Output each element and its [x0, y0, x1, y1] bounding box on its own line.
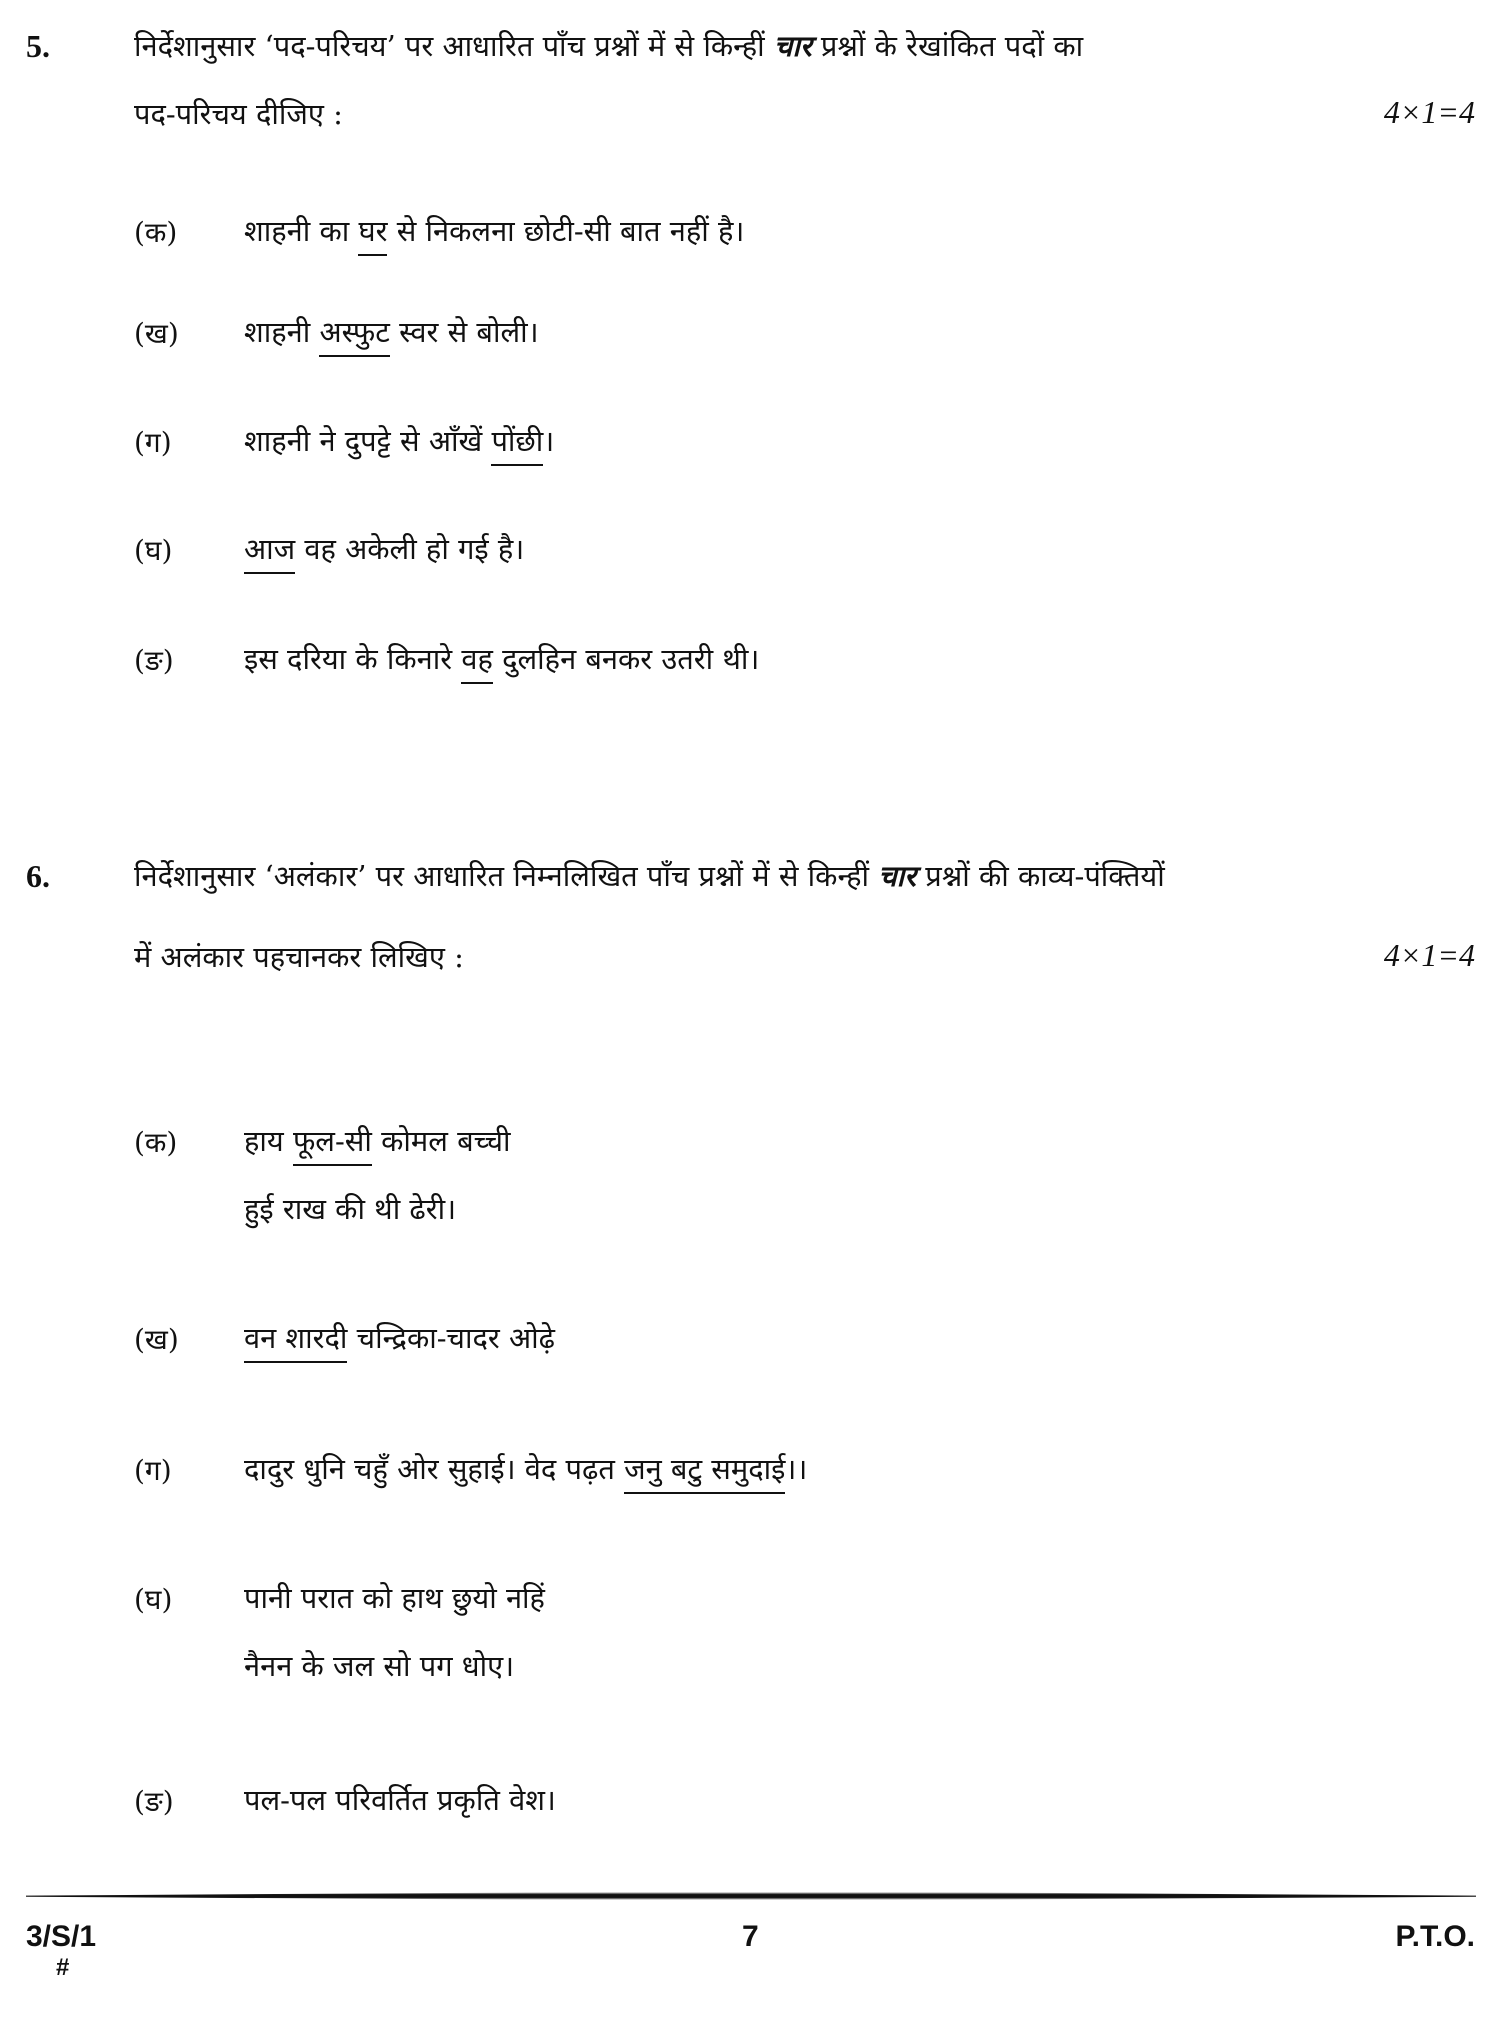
item-text-line [244, 1189, 456, 1228]
text-segment: निर्देशानुसार ‘पद-परिचय’ पर आधारित पाँच प्रश्नों में से किन्हीं [134, 29, 774, 63]
item-label: (ङ) [134, 1785, 174, 1818]
question-number: 6. [26, 858, 50, 894]
marks: 4×1=4 [1383, 937, 1475, 973]
underlined-word: फूल-सी [293, 1124, 372, 1166]
text-segment: चन्द्रिका-चादर ओढ़े [347, 1321, 555, 1355]
underlined-word: पोंछी [491, 424, 543, 466]
item-label: (ग) [134, 426, 172, 459]
text-segment: शाहनी [244, 315, 320, 349]
item-text-line [244, 1449, 807, 1488]
text-segment: ।। [785, 1452, 808, 1486]
item-label: (ख) [134, 1323, 179, 1356]
text-segment: पानी परात को हाथ छुयो नहिं [244, 1581, 545, 1615]
pto-label: P.T.O. [1395, 1920, 1475, 1953]
text-segment: इस दरिया के किनारे [244, 642, 462, 676]
question-text-line1 [134, 26, 1083, 65]
item-text-line [244, 421, 554, 460]
page-number: 7 [742, 1920, 759, 1953]
text-segment: कोमल बच्ची [371, 1124, 511, 1158]
text-segment: वह अकेली हो गई है। [295, 532, 525, 566]
paper-code: 3/S/1 [26, 1920, 97, 1953]
emphasis-word: चार [878, 859, 917, 893]
item-label: (ख) [134, 317, 179, 350]
underlined-word: जनु बटु समुदाई [624, 1452, 785, 1494]
text-segment: स्वर से बोली। [389, 315, 539, 349]
underlined-word: घर [358, 214, 387, 256]
question-number: 5. [26, 28, 50, 64]
text-segment: नैनन के जल सो पग धोए। [244, 1649, 515, 1683]
question-text-line2: पद-परिचय दीजिए : [134, 97, 343, 131]
item-text-line [244, 1318, 555, 1357]
text-segment: शाहनी ने दुपट्टे से आँखें [244, 424, 492, 458]
underlined-word: अस्फुट [319, 315, 389, 357]
question-text-line1 [134, 856, 1165, 895]
text-segment: दुलहिन बनकर उतरी थी। [492, 642, 760, 676]
underlined-word: वह [461, 642, 493, 684]
text-segment: हुई राख की थी ढेरी। [244, 1192, 457, 1226]
item-text-line [244, 312, 539, 351]
underlined-word: वन शारदी [244, 1321, 347, 1363]
item-label: (घ) [134, 1583, 173, 1616]
item-label: (घ) [134, 534, 173, 567]
item-text-line [244, 1578, 545, 1617]
item-text-line [244, 1646, 514, 1685]
underlined-word: आज [244, 532, 295, 574]
text-segment: निर्देशानुसार ‘अलंकार’ पर आधारित निम्नलिखित पाँच प्रश्नों में से किन्हीं [134, 859, 879, 893]
text-segment: पल-पल परिवर्तित प्रकृति वेश। [244, 1783, 556, 1817]
text-segment: से निकलना छोटी-सी बात नहीं है। [387, 214, 745, 248]
hash-mark: # [56, 1954, 70, 1981]
item-label: (क) [134, 216, 178, 249]
text-segment: प्रश्नों के रेखांकित पदों का [811, 29, 1084, 63]
text-segment: हाय [244, 1124, 293, 1158]
emphasis-word: चार [773, 29, 812, 63]
marks: 4×1=4 [1383, 94, 1475, 130]
text-segment: दादुर धुनि चहुँ ओर सुहाई। वेद पढ़त [244, 1452, 625, 1486]
question-text-line2: में अलंकार पहचानकर लिखिए : [134, 940, 464, 974]
footer-rule [26, 1892, 1476, 1900]
item-label: (ङ) [134, 644, 174, 677]
item-label: (ग) [134, 1454, 172, 1487]
text-segment: प्रश्नों की काव्य-पंक्तियों [916, 859, 1165, 893]
text-segment: । [543, 424, 555, 458]
item-label: (क) [134, 1126, 178, 1159]
item-text-line [244, 1121, 511, 1160]
item-text-line [244, 529, 524, 568]
item-text-line [244, 211, 744, 250]
text-segment: शाहनी का [244, 214, 359, 248]
item-text-line [244, 1780, 556, 1819]
item-text-line [244, 639, 759, 678]
